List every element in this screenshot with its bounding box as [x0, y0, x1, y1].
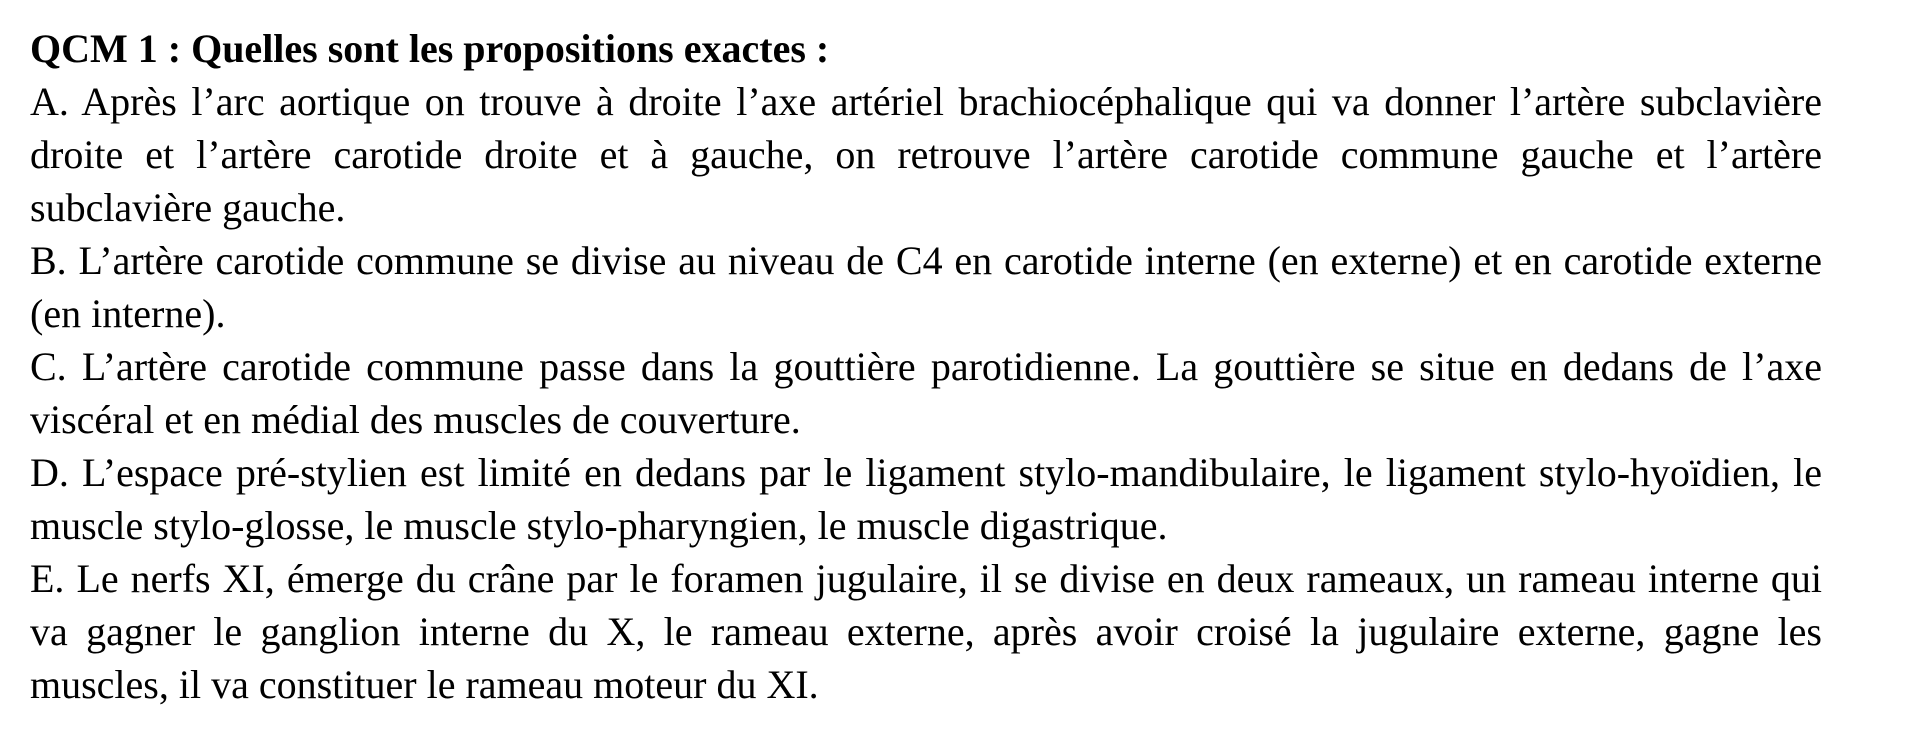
option-a: A. Après l’arc aortique on trouve à droite l’axe artériel brachiocéphalique qui va donner l’artère subclavière droite et l’artère carotide droite et à gauche, on retrouve l’artère carotide commune gauche et l’artère subclavière gauche. [30, 79, 1822, 230]
option-c: C. L’artère carotide commune passe dans la gouttière parotidienne. La gouttière se situe en dedans de l’axe viscéral et en médial des muscles de couverture. [30, 344, 1822, 442]
option-b: B. L’artère carotide commune se divise au niveau de C4 en carotide interne (en externe) et en carotide externe (en interne). [30, 238, 1822, 336]
question-block [30, 22, 1822, 711]
option-e: E. Le nerfs XI, émerge du crâne par le foramen jugulaire, il se divise en deux rameaux, un rameau interne qui va gagner le ganglion interne du X, le rameau externe, après avoir croisé la jugulaire externe, gagne les muscles, il va constituer le rameau moteur du XI. [30, 556, 1822, 707]
question-title: QCM 1 : Quelles sont les propositions exactes : [30, 26, 830, 71]
option-d: D. L’espace pré-stylien est limité en dedans par le ligament stylo-mandibulaire, le ligament stylo-hyoïdien, le muscle stylo-glosse, le muscle stylo-pharyngien, le muscle digastrique. [30, 450, 1822, 548]
